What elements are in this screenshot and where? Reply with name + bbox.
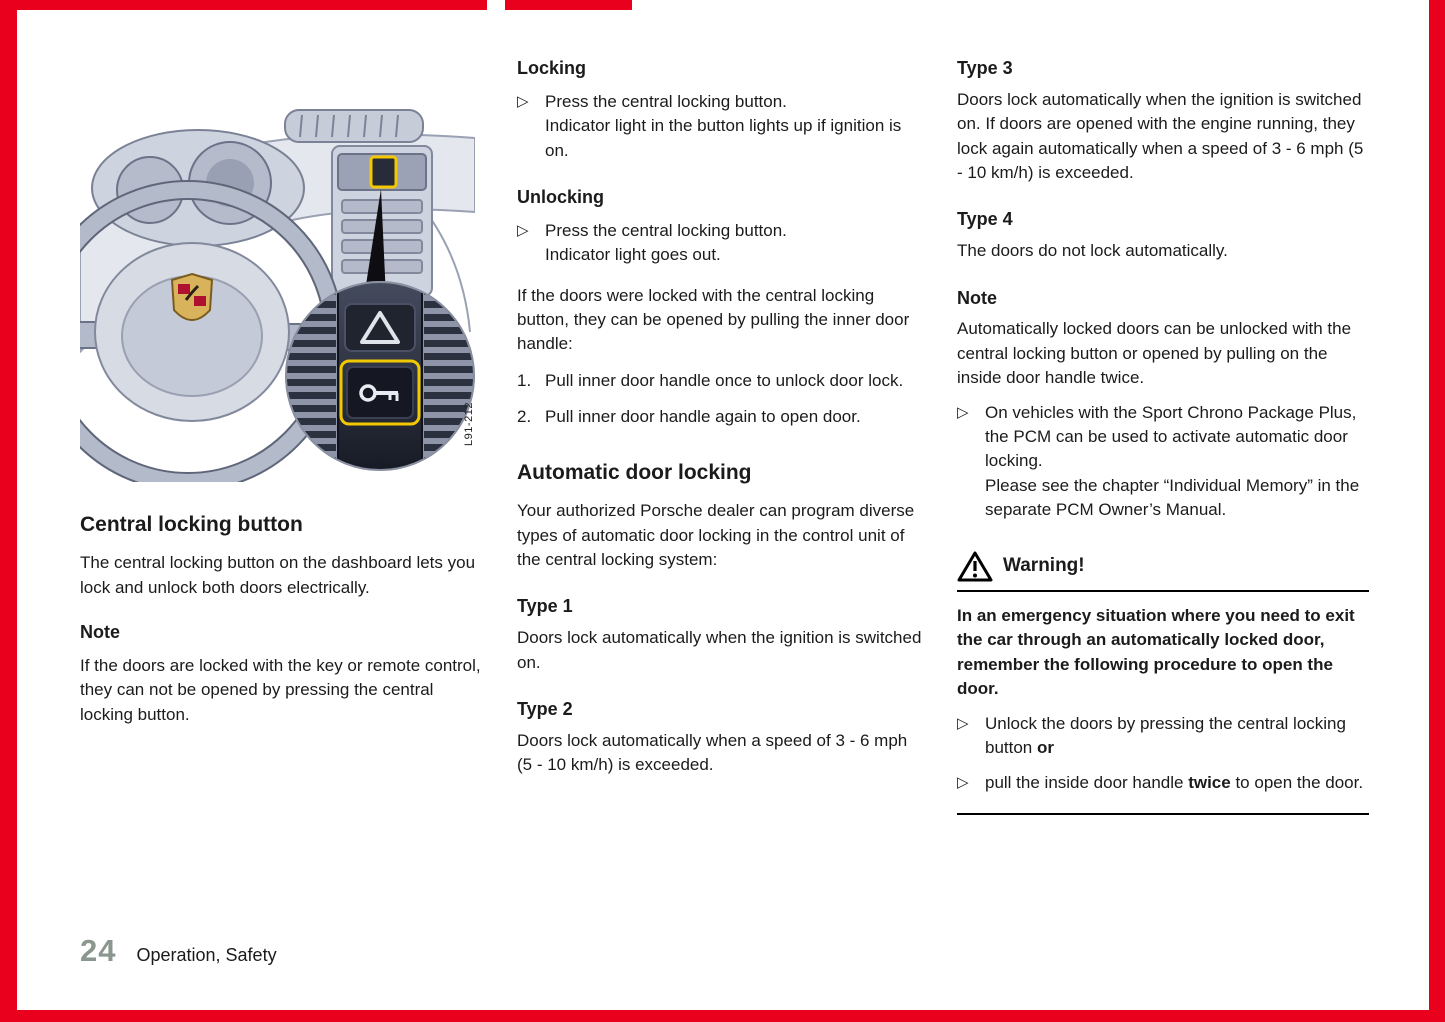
type2-body: Doors lock automatically when a speed of 3 - 6 mph (5 - 10 km/h) is exceeded.	[517, 730, 908, 775]
sport-chrono-bullet-text: On vehicles with the Sport Chrono Package Plus, the PCM can be used to activate automatic door locking. Please see the chapter “Individual Memory” in the separate PCM Owner’s Manual.	[985, 402, 1360, 520]
column-middle	[517, 58, 923, 778]
automatic-locking-intro: Your authorized Porsche dealer can program diverse types of automatic door locking in the control unit of the central locking system:	[517, 501, 915, 569]
triangle-bullet-icon: ▷	[957, 403, 969, 421]
locking-heading: Locking	[517, 58, 587, 78]
warning-lead: In an emergency situation where you need to exit the car through an automatically locked door, remember the following procedure to open the door.	[957, 605, 1355, 699]
figure-reference-label: L91-212	[463, 402, 476, 446]
page-top-bar-2	[505, 0, 632, 10]
step-text: Pull inner door handle once to unlock door lock.	[545, 370, 904, 390]
unlocking-heading: Unlocking	[517, 187, 605, 207]
type3-body: Doors lock automatically when the ignition is switched on. If doors are opened with the engine running, they lock again automatically when a speed of 3 - 6 mph (5 - 10 km/h) is exceeded.	[957, 89, 1364, 182]
type2-heading: Type 2	[517, 699, 573, 719]
triangle-bullet-icon: ▷	[957, 773, 969, 791]
page-edge-left	[0, 0, 17, 1022]
locking-bullet	[517, 90, 923, 163]
warning-header	[957, 551, 1369, 592]
unlocking-bullet-text: Press the central locking button. Indicator light goes out.	[545, 220, 787, 265]
note-body-left: If the doors are locked with the key or remote control, they can not be opened by pressing the central locking button.	[80, 655, 481, 724]
step-text: Pull inner door handle again to open door.	[545, 407, 861, 427]
warning-bottom-rule	[957, 813, 1369, 815]
type1-heading: Type 1	[517, 596, 573, 617]
type1-body: Doors lock automatically when the ignition is switched on.	[517, 628, 922, 672]
sport-chrono-bullet	[957, 401, 1369, 523]
note-body-right: Automatically locked doors can be unlocked with the central locking button or opened by pulling on the inside door handle twice.	[957, 319, 1352, 388]
page-footer	[80, 933, 277, 969]
warning-bullet-1	[957, 712, 1369, 761]
warning-bullet-2-text: pull the inside door handle twice to open the door.	[985, 772, 1364, 792]
triangle-bullet-icon: ▷	[517, 221, 529, 239]
section-title-automatic-door-locking: Automatic door locking	[517, 460, 752, 484]
dashboard-illustration	[80, 84, 475, 482]
note-heading-left: Note	[80, 622, 120, 643]
section-title-central-locking: Central locking button	[80, 513, 303, 536]
step-2	[517, 405, 923, 429]
page-edge-right	[1429, 0, 1445, 1022]
warning-bullet-2	[957, 771, 1369, 795]
dashboard-illustration-svg	[80, 84, 475, 482]
step-number: 2.	[517, 407, 532, 427]
locking-bullet-text: Press the central locking button. Indicator light in the button lights up if ignition is on.	[545, 91, 902, 160]
type3-heading: Type 3	[957, 58, 1013, 78]
type4-body: The doors do not lock automatically.	[957, 241, 1228, 261]
column-right	[957, 58, 1369, 815]
step-1	[517, 369, 923, 393]
triangle-bullet-icon: ▷	[517, 92, 529, 110]
warning-title: Warning!	[1003, 554, 1085, 576]
triangle-bullet-icon: ▷	[957, 714, 969, 732]
page-bottom-bar	[0, 1010, 1445, 1022]
type4-heading: Type 4	[957, 209, 1013, 230]
footer-chapter-label: Operation, Safety	[136, 945, 277, 965]
warning-block	[957, 551, 1369, 815]
column-left	[80, 58, 482, 727]
warning-bullet-1-text: Unlock the doors by pressing the central locking button or	[985, 713, 1346, 758]
warning-triangle-icon	[957, 551, 993, 582]
page-number: 24	[80, 933, 117, 968]
unlocking-bullet	[517, 219, 923, 268]
page-top-bar-1	[0, 0, 487, 10]
inner-handle-paragraph: If the doors were locked with the central locking button, they can be opened by pulling the inner door handle:	[517, 285, 910, 354]
note-heading-right: Note	[957, 287, 997, 308]
step-number: 1.	[517, 370, 532, 390]
central-locking-intro: The central locking button on the dashboard lets you lock and unlock both doors electrically.	[80, 553, 476, 597]
